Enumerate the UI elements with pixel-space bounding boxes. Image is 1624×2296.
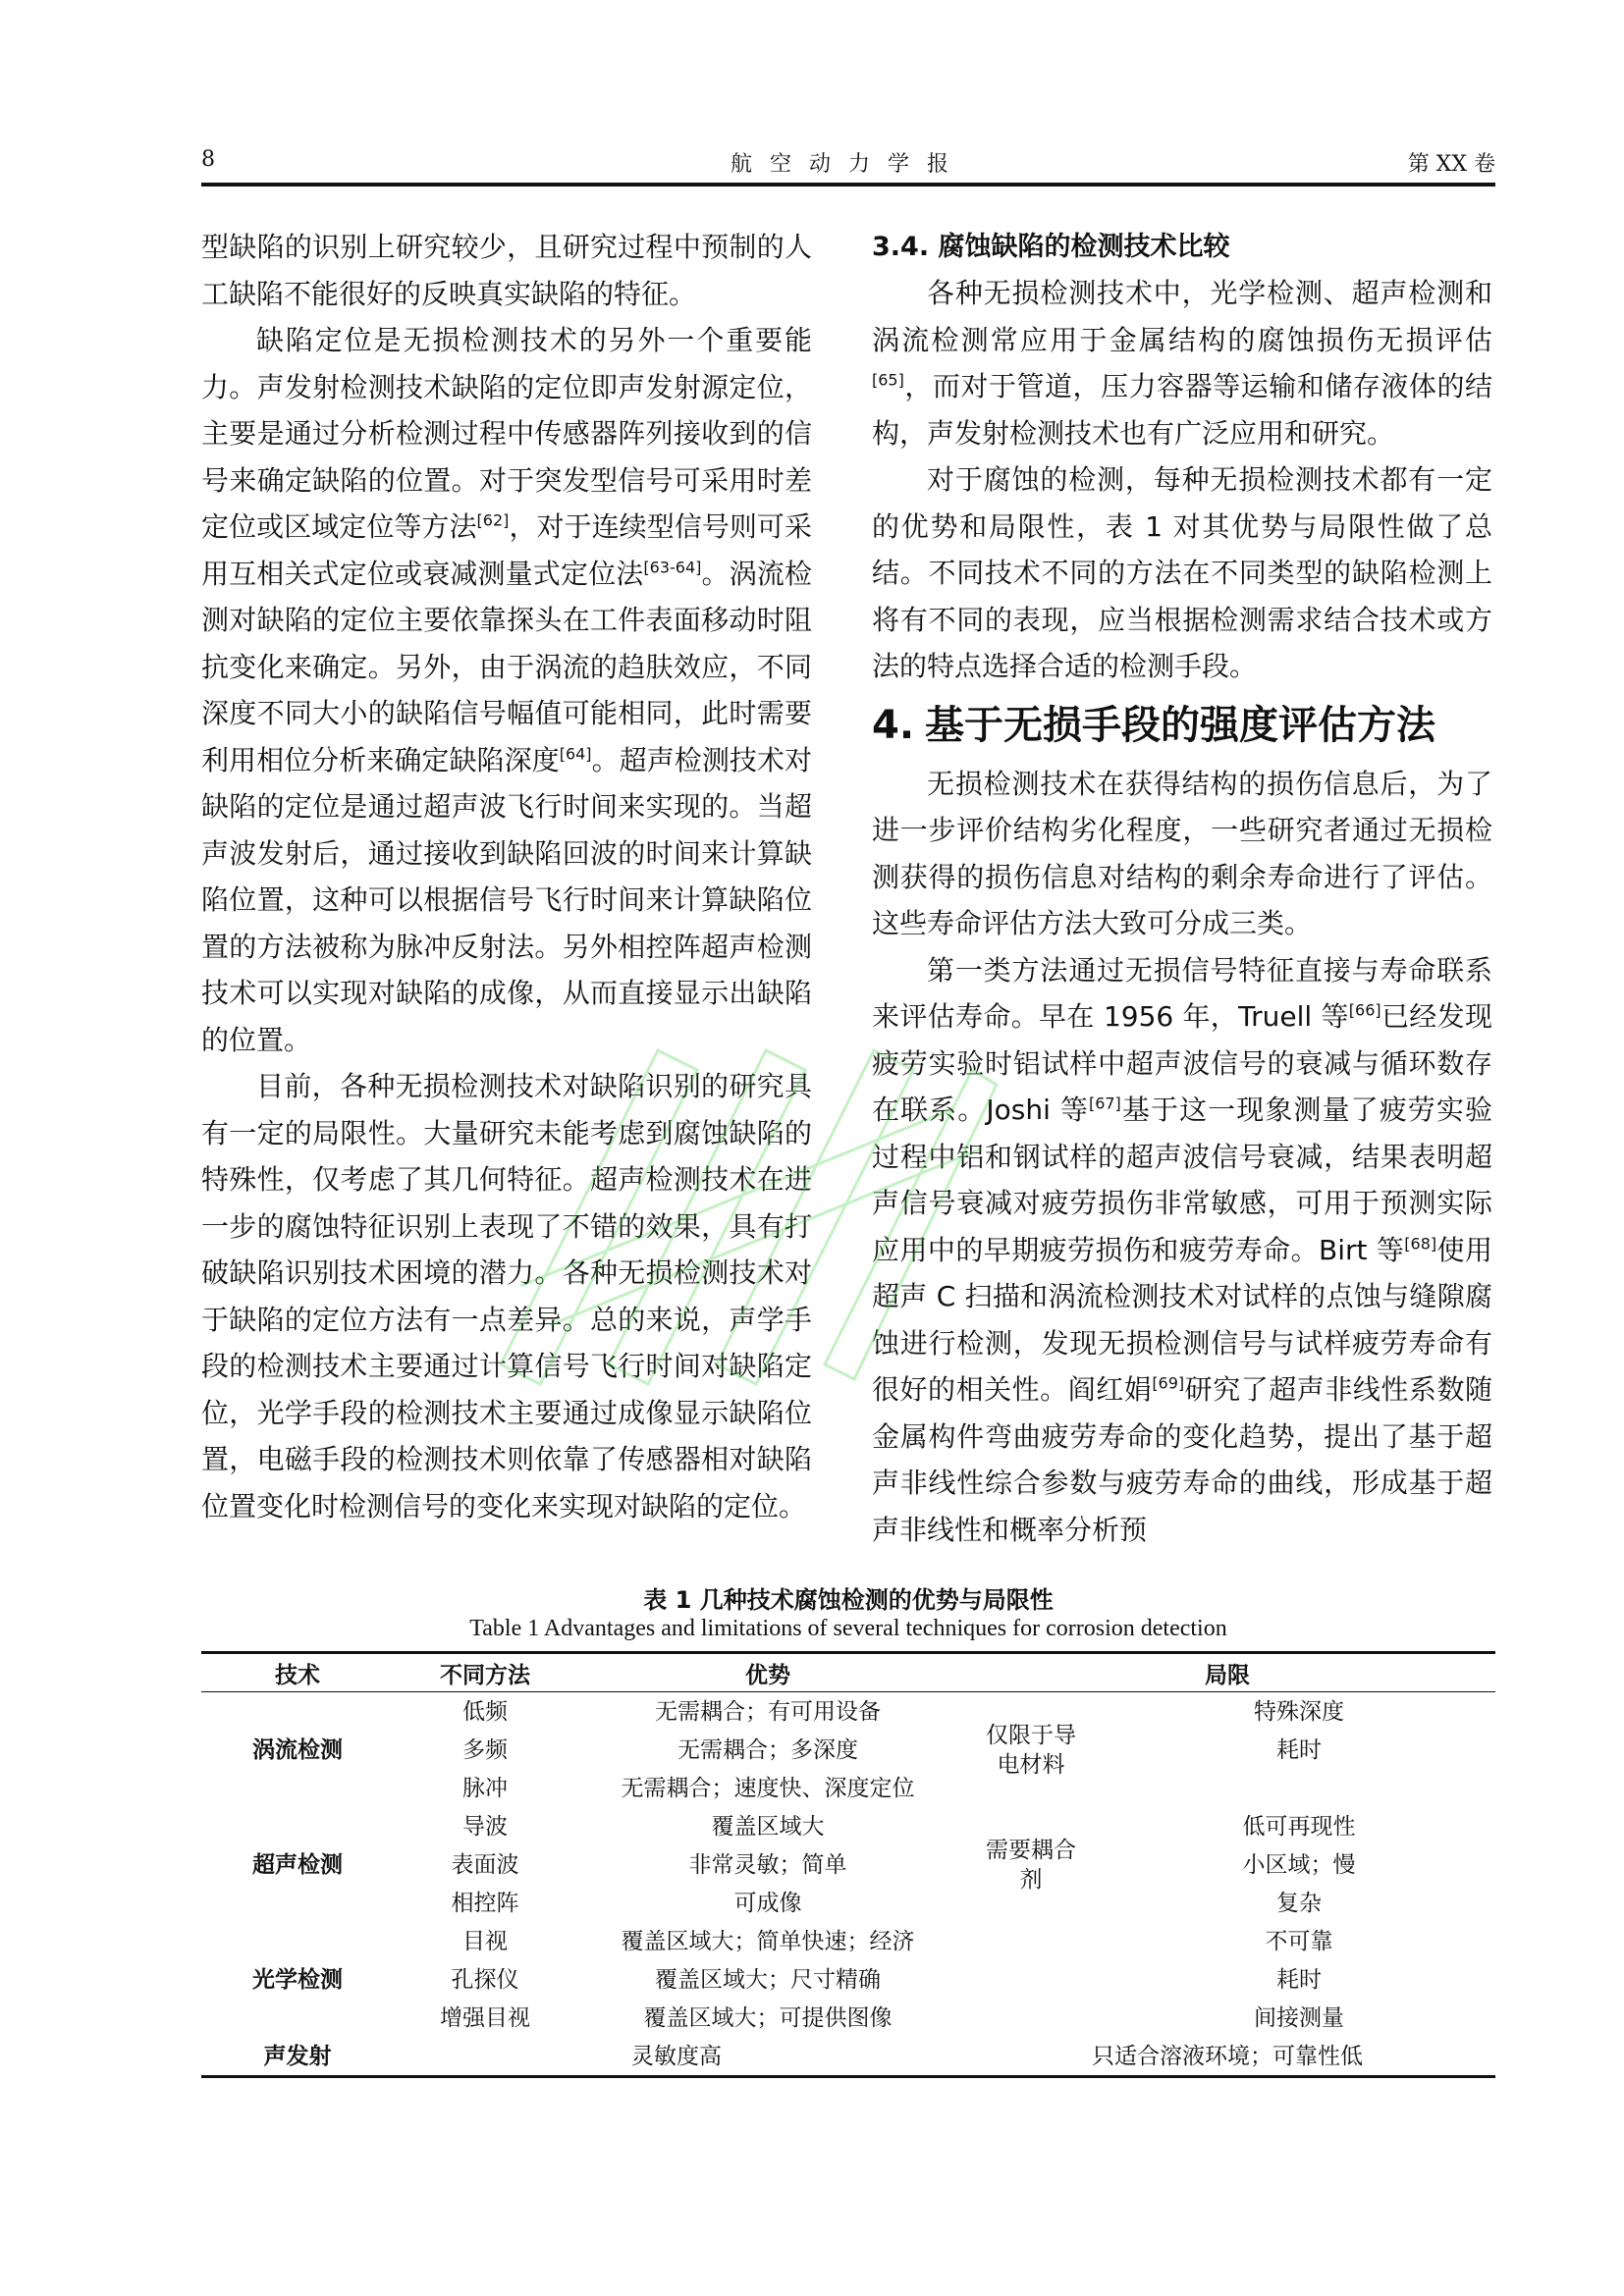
advantage-cell: 无需耦合；有可用设备 [655,1698,881,1725]
citation: [68] [1404,1234,1437,1254]
advantage-cell: 无需耦合；速度快、深度定位 [621,1775,915,1801]
advantage-cell: 覆盖区域大 [711,1813,825,1840]
technique-cell: 涡流检测 [252,1736,343,1763]
right-column [872,224,1492,1553]
advantage-cell: 覆盖区域大；简单快速；经济 [621,1928,915,1954]
limit-cell: 耗时 [1276,1736,1322,1763]
technique-cell: 超声检测 [252,1851,343,1878]
limit-cell: 不可靠 [1265,1928,1333,1954]
table-row [201,1845,1495,1884]
left-paragraph-3: 目前，各种无损检测技术对缺陷识别的研究具有一定的局限性。大量研究未能考虑到腐蚀缺陷的特殊性，仅考虑了其几何特征。超声检测技术在进一步的腐蚀特征识别上表现了不错的效果，具有打破缺陷识别技术困境的潜力。各种无损检测技术对于缺陷的定位方法有一点差异。总的来说，声学手段的检测技术主要通过计算信号飞行时间对缺陷定位，光学手段的检测技术主要通过成像显示缺陷位置，电磁手段的检测技术则依靠了传感器相对缺陷位置变化时检测信号的变化来实现对缺陷的定位。 [201,1070,812,1522]
advantage-cell: 覆盖区域大；可提供图像 [643,2004,893,2031]
method-cell: 目视 [462,1928,508,1954]
table-row [201,2037,1495,2077]
table-row [201,1807,1495,1845]
table-caption-en: Table 1 Advantages and limitations of several techniques for corrosion detection [469,1616,1227,1641]
table-row [201,1692,1495,1732]
advantage-cell: 灵敏度高 [394,2037,959,2077]
right-paragraph-1: 各种无损检测技术中，光学检测、超声检测和涡流检测常应用于金属结构的腐蚀损伤无损评估[65]，而对于管道，压力容器等运输和储存液体的结构，声发射检测技术也有广泛应用和研究。 [872,277,1492,450]
method-cell: 脉冲 [462,1775,508,1801]
comparison-table [201,1651,1495,2078]
limit-cell: 特殊深度 [1254,1698,1344,1725]
method-cell: 表面波 [451,1851,519,1878]
advantage-cell: 无需耦合；多深度 [677,1736,858,1763]
page-number: 8 [201,147,215,172]
table-caption-cn: 表 1 几种技术腐蚀检测的优势与局限性 [643,1586,1054,1614]
advantage-cell: 非常灵敏；简单 [688,1851,847,1878]
table-row [201,1999,1495,2037]
citation: [62] [476,510,510,530]
limit-cell: 只适合溶液环境；可靠性低 [959,2037,1495,2077]
volume-label: 第 XX 卷 [1407,152,1495,177]
shared-limit-cell: 需要耦合 剂 [986,1837,1076,1893]
shared-limit-cell: 仅限于导 电材料 [986,1722,1076,1778]
method-cell: 导波 [462,1813,508,1840]
left-column [201,224,812,1529]
citation: [65] [872,370,904,390]
citation: [66] [1348,1000,1381,1020]
table-row [201,1731,1495,1769]
citation: [64] [559,744,592,764]
header-technique: 技术 [201,1653,394,1692]
method-cell: 多频 [462,1736,508,1763]
right-paragraph-2: 对于腐蚀的检测，每种无损检测技术都有一定的优势和局限性，表 1 对其优势与局限性做了总结。不同技术不同的方法在不同类型的缺陷检测上将有不同的表现，应当根据检测需求结合技术或方法的特点选择合适的检测手段。 [872,463,1492,682]
method-cell: 增强目视 [440,2004,530,2031]
table-row [201,1769,1495,1807]
method-cell: 孔探仪 [451,1966,519,1993]
header-advantage: 优势 [576,1653,959,1692]
citation: [63-64] [643,558,702,577]
method-cell: 相控阵 [451,1890,519,1916]
table-row [201,1960,1495,1999]
table-row [201,1884,1495,1922]
technique-cell: 声发射 [201,2037,394,2077]
subsection-heading: 3.4. 腐蚀缺陷的检测技术比较 [872,232,1230,262]
advantage-cell: 可成像 [733,1890,802,1916]
citation: [69] [1152,1373,1185,1393]
advantage-cell: 覆盖区域大；尺寸精确 [655,1966,881,1993]
table-header-row [201,1653,1495,1692]
journal-title: 航空动力学报 [730,152,966,177]
limit-cell: 耗时 [1276,1966,1322,1993]
citation: [67] [1088,1094,1121,1113]
right-paragraph-3: 无损检测技术在获得结构的损伤信息后，为了进一步评价结构劣化程度，一些研究者通过无损检测获得的损伤信息对结构的剩余寿命进行了评估。这些寿命评估方法大致可分成三类。 [872,767,1492,939]
left-paragraph-1: 型缺陷的识别上研究较少，且研究过程中预制的人工缺陷不能很好的反映真实缺陷的特征。 [201,231,812,310]
running-header [201,147,1495,183]
left-paragraph-2: 缺陷定位是无损检测技术的另外一个重要能力。声发射检测技术缺陷的定位即声发射源定位，主要是通过分析检测过程中传感器阵列接收到的信号来确定缺陷的位置。对于突发型信号可采用时差定位或区域定位等方法[62]，对于连续型信号则可采用互相关式定位或衰减测量式定位法[63-64]。涡流检测对缺陷的定位主要依靠探头在工件表面移动时阻抗变化来确定。另外，由于涡流的趋肤效应，不同深度不同大小的缺陷信号幅值可能相同，此时需要利用相位分析来确定缺陷深度[64]。超声检测技术对缺陷的定位是通过超声波飞行时间来实现的。当超声波发射后，通过接收到缺陷回波的时间来计算缺陷位置，这种可以根据信号飞行时间来计算缺陷位置的方法被称为脉冲反射法。另外相控阵超声检测技术可以实现对缺陷的成像，从而直接显示出缺陷的位置。 [201,324,812,1056]
method-cell: 低频 [462,1698,508,1725]
limit-cell: 小区域；慢 [1242,1851,1356,1878]
table-row [201,1922,1495,1960]
limit-cell: 复杂 [1276,1890,1322,1916]
header-rule [201,183,1495,187]
section-heading: 4. 基于无损手段的强度评估方法 [872,702,1435,748]
header-limitation: 局限 [959,1653,1495,1692]
technique-cell: 光学检测 [252,1966,343,1993]
header-method: 不同方法 [394,1653,576,1692]
right-paragraph-4: 第一类方法通过无损信号特征直接与寿命联系来评估寿命。早在 1956 年，Truell 等[66]已经发现疲劳实验时铝试样中超声波信号的衰减与循环数存在联系。Joshi 等[67]基于这一现象测量了疲劳实验过程中铝和钢试样的超声波信号衰减，结果表明超声信号衰减对疲劳损伤非常敏感，可用于预测实际应用中的早期疲劳损伤和疲劳寿命。Birt 等[68]使用超声 C 扫描和涡流检测技术对试样的点蚀与缝隙腐蚀进行检测，发现无损检测信号与试样疲劳寿命有很好的相关性。阎红娟[69]研究了超声非线性系数随金属构件弯曲疲劳寿命的变化趋势，提出了基于超声非线性综合参数与疲劳寿命的曲线，形成基于超声非线性和概率分析预 [872,953,1492,1546]
limit-cell: 低可再现性 [1242,1813,1356,1840]
shared-limit-cell [959,1922,1103,2037]
limit-cell: 间接测量 [1254,2004,1344,2031]
limit-cell [1103,1769,1495,1807]
